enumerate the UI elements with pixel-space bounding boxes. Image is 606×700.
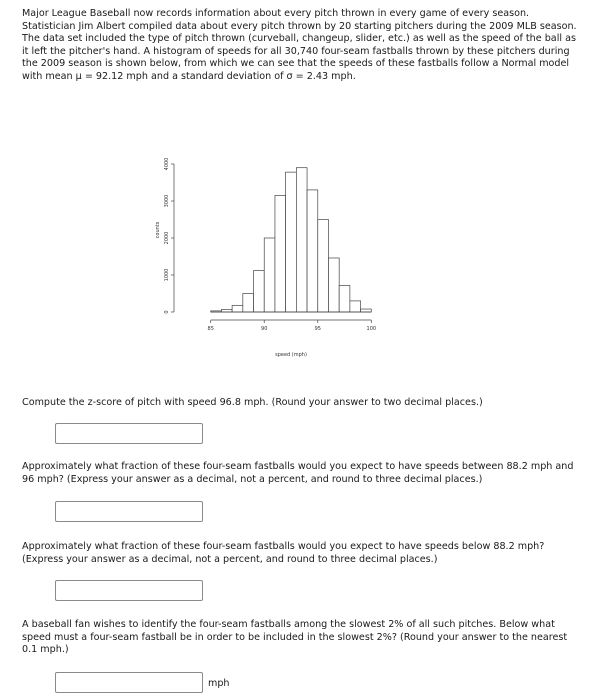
x-axis: [208, 320, 377, 332]
y-axis: [164, 158, 174, 314]
answer-2-input[interactable]: [55, 501, 203, 522]
answer-1-input[interactable]: [55, 423, 203, 444]
question-2-text: Approximately what fraction of these four-seam fastballs would you expect to have speeds between 88.2 mph and 96 mph? (Express your answer as a decimal, not a percent, and round to three decimal places.): [22, 461, 574, 485]
question-3-text: Approximately what fraction of these four-seam fastballs would you expect to have speeds below 88.2 mph? (Express your answer as a decimal, not a percent, and round to three decimal places.): [22, 541, 545, 565]
histogram-bar: [243, 294, 254, 313]
y-axis-label: counts: [155, 221, 161, 239]
answer-3-input[interactable]: [55, 580, 203, 601]
question-4-text: A baseball fan wishes to identify the four-seam fastballs among the slowest 2% of all such pitches. Below what speed must a four-seam fastball be in order to be included in the slowest 2%? (Round your answer to the nearest 0.1 mph.): [22, 619, 568, 656]
problem-intro: Major League Baseball now records information about every pitch thrown in every game of every season. Statistician Jim Albert compiled data about every pitch thrown by 20 starting pitchers during the 2009 MLB season. The data set included the type of pitch thrown (curveball, changeup, slider, etc.) as well as the speed of the ball as it left the pitcher's hand. A histogram of speeds for all 30,740 four-seam fastballs thrown by these pitchers during the 2009 season is shown below, from which we can see that the speeds of these fastballs follow a Normal model with mean μ = 92.12 mph and a standard deviation of σ = 2.43 mph.: [22, 8, 577, 82]
histogram-bar: [361, 309, 372, 312]
speed-histogram: [150, 124, 410, 364]
answer-4-unit: mph: [208, 678, 230, 689]
histogram-bar: [221, 309, 232, 312]
answer-4-input[interactable]: [55, 672, 203, 693]
x-axis-label: speed (mph): [275, 352, 307, 358]
histogram-bars: [211, 168, 372, 312]
x-tick-label: 95: [314, 326, 321, 332]
histogram-bar: [339, 285, 350, 312]
histogram-bar: [296, 168, 307, 312]
histogram-bar: [307, 190, 318, 312]
histogram-bar: [254, 271, 265, 312]
y-tick-label: 3000: [164, 194, 170, 208]
histogram-bar: [232, 305, 243, 312]
y-tick-label: 1000: [164, 268, 170, 282]
histogram-bar: [275, 195, 286, 312]
histogram-bar: [286, 172, 297, 312]
histogram-bar: [350, 301, 361, 312]
histogram-bar: [318, 220, 329, 313]
x-tick-label: 90: [261, 326, 268, 332]
x-tick-label: 85: [207, 326, 214, 332]
y-tick-label: 0: [164, 310, 170, 314]
y-tick-label: 4000: [164, 157, 170, 171]
histogram-bar: [264, 238, 275, 312]
question-1-text: Compute the z-score of pitch with speed 96.8 mph. (Round your answer to two decimal places.): [22, 397, 483, 408]
histogram-bar: [328, 258, 339, 312]
y-tick-label: 2000: [164, 231, 170, 245]
x-tick-label: 100: [366, 326, 377, 332]
